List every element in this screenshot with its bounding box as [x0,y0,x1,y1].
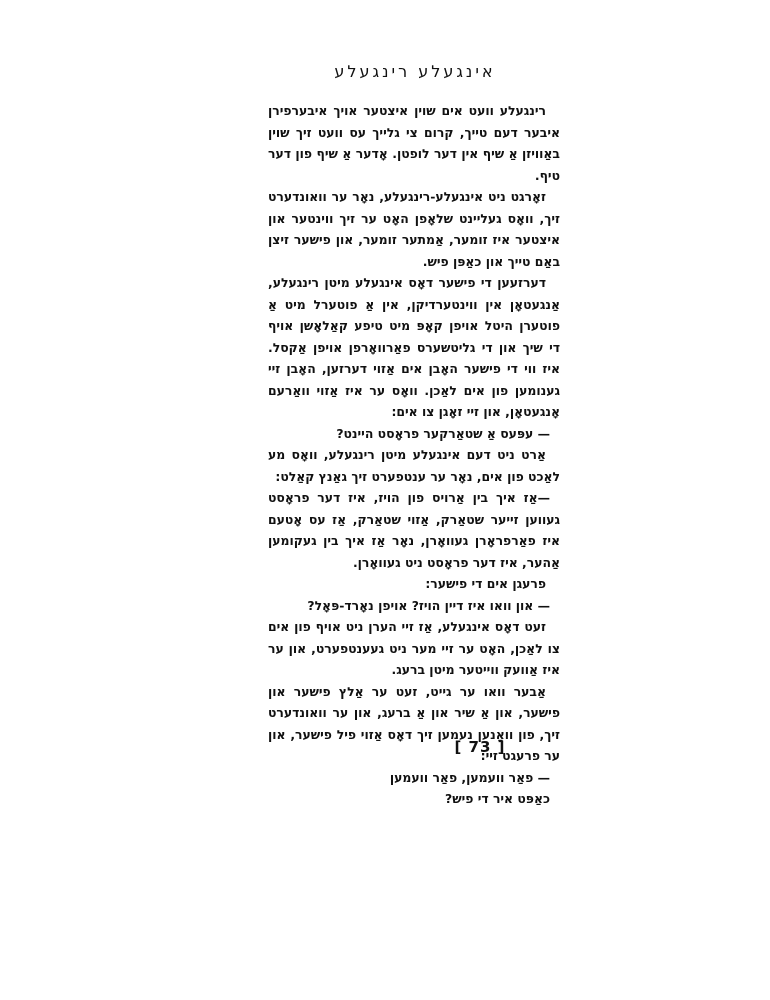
dialogue-line: — עפּעס אַ שטאַרקער פראָסט היינט? [336,425,550,441]
paragraph: אַבער וואו ער גייט, זעט ער אַלץ פישער און פישער, און אַ שיר און אַ ברעג, און ער וואונדערט זיך, פון וואַנען נעמען זיך דאָס אַזוי פיל פישער, און ער פרעגט זיי: [268,683,560,763]
dialogue-line: —אַז איך בין אַרויס פון הויז, איז דער פראָסט געווען זייער שטאַרק, אַזוי שטאַרק, אַז עס אָטעם איז פאַרפראָרן געוואָרן, נאָר אַז איך בין געקומען אַהער, איז דער פראָסט ניט געוואָרן. [268,490,560,570]
dialogue-line: — פאַר וועמען, פאַר וועמען [389,769,550,785]
running-title: אינגעלע רינגעלע [334,62,496,81]
paragraph: פרעגן אים די פישער: [425,576,546,591]
paragraph: זעט דאָס אינגעלע, אַז זיי הערן ניט אויף פון אים צו לאַכן, האָט ער זיי מער ניט געענטפערט, און ער איז אַוועק ווייטער מיטן ברעג. [268,619,560,677]
dialogue-line: — און וואו איז דיין הויז? אויפן נאָרד-פּאָל? [307,597,550,613]
body-text [268,100,560,810]
paragraph: זאָרגט ניט אינגעלע-רינגעלע, נאָר ער וואונדערט זיך, וואָס געליינט שלאָפן האָט ער זיך ווינטער און איצטער איז זומער, אַמתער זומער, און פישער זיצן באַם טייך און כאַפּן פיש. [268,189,560,269]
paragraph: אַרט ניט דעם אינגעלע מיטן רינגעלע, וואָס מע לאַכט פון אים, נאָר ער ענטפערט זיך גאַנץ קאַלט: [268,447,560,484]
paragraph: רינגעלע וועט אים שוין איצטער אויך איבערפירן איבער דעם טייך, קרום צי גלייך עס וועט זיך שוין באַוויזן אַ שיף אין דער לופטן. אָדער אַ שיף פון דער טיף. [268,103,560,183]
page-number: [ 73 ] [454,738,506,756]
dialogue-line: כאַפּט איר די פיש? [445,791,550,806]
paragraph: דערזעען די פישער דאָס אינגעלע מיטן רינגעלע, אַנגעטאָן אין ווינטערדיקן, אין אַ פוטערל מיט אַ פוטערן היטל אויפן קאָפּ מיט טיפע קאַלאָשן אויף די שיך און די גליטשערס פאַרוואָרפן אויפן אַקסל. איז ווי די פישער האָבן אים אַזוי דערזען, האָבן זיי גענומען פון אים לאַכן. וואָס ער איז אַזוי וואַרעם אָנגעטאָן, און זיי זאָגן צו אים: [268,275,560,419]
